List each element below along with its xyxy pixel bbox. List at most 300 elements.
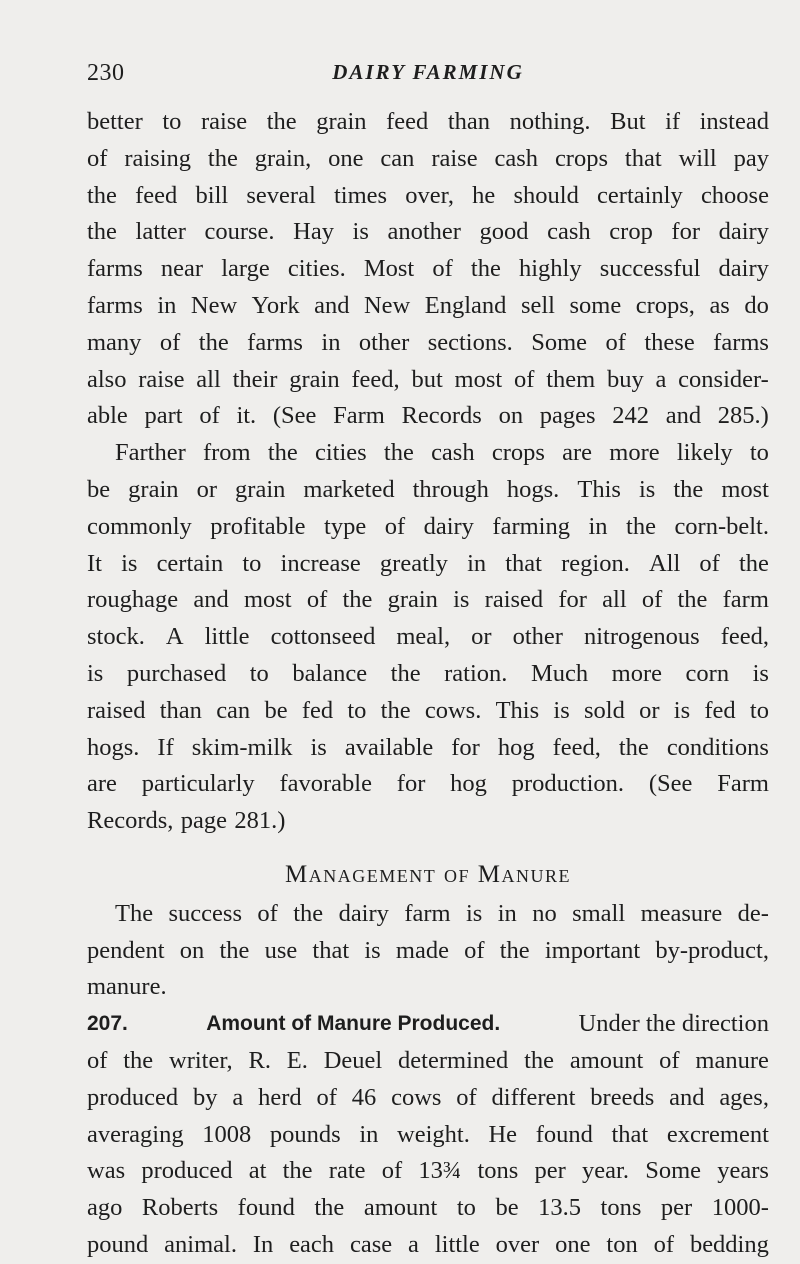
word: is (364, 936, 381, 964)
word: amount (569, 1046, 644, 1074)
word: In (252, 1230, 274, 1258)
word: of (381, 1157, 403, 1185)
word: manure (695, 1046, 769, 1074)
word: New (363, 291, 411, 319)
word: all (602, 586, 627, 614)
word: a (655, 365, 667, 393)
word: the (293, 899, 324, 927)
word: in (359, 1120, 379, 1148)
text-line (87, 398, 769, 435)
word: success (168, 899, 242, 927)
text-line (87, 693, 769, 730)
word: can (380, 144, 415, 172)
word: most (721, 475, 769, 503)
word: the (738, 549, 769, 577)
word: manure. (87, 973, 167, 1001)
word: bill (195, 181, 229, 209)
word: the (198, 328, 229, 356)
word: of (257, 899, 278, 927)
word: purchased (126, 659, 227, 687)
word: on (179, 936, 205, 964)
word: to (749, 439, 769, 467)
word: than (159, 696, 202, 724)
word: all (196, 365, 221, 393)
word: Hay (293, 218, 334, 246)
text-line (87, 1043, 769, 1080)
word: farms (87, 291, 143, 319)
word: the (282, 1157, 313, 1185)
word: many (87, 328, 142, 356)
word: ration. (444, 659, 508, 687)
word: hogs. (506, 475, 560, 503)
word: to (749, 696, 769, 724)
word: England (424, 291, 507, 319)
word: hogs. (87, 733, 140, 761)
text-line (87, 656, 769, 693)
word: other (512, 623, 563, 651)
word: able (87, 402, 128, 430)
word: pages (539, 402, 596, 430)
text-line (87, 141, 769, 178)
text-line (87, 104, 769, 141)
word: the (342, 586, 373, 614)
word: or (639, 696, 660, 724)
section-heading: Management of Manure (285, 860, 571, 888)
word: in (157, 291, 177, 319)
word: 46 (351, 1083, 377, 1111)
word: and (193, 586, 229, 614)
word: This (495, 696, 540, 724)
word: the (267, 439, 298, 467)
paragraph-title: Amount of Manure Produced. (206, 1012, 501, 1036)
word: Roberts (141, 1194, 219, 1222)
word: raising (124, 144, 192, 172)
word: large (221, 255, 270, 283)
word: per (534, 1157, 566, 1185)
word: can (216, 696, 251, 724)
word: dairy (718, 255, 769, 283)
word: dairy (718, 218, 769, 246)
word: grain (235, 475, 286, 503)
word: of (159, 328, 181, 356)
word: sold (584, 696, 625, 724)
word: other (358, 328, 410, 356)
word: farms (247, 328, 303, 356)
word: the (123, 1046, 154, 1074)
word: their (232, 365, 278, 393)
word: region. (561, 549, 630, 577)
word: of (306, 586, 328, 614)
word: herd (258, 1083, 302, 1111)
word: A (165, 623, 184, 651)
word: the (207, 144, 238, 172)
word: or (196, 475, 217, 503)
word: de- (737, 899, 769, 927)
running-head: DAIRY FARMING (332, 60, 524, 84)
word: but (411, 365, 443, 393)
word: cities. (287, 255, 346, 283)
word: weight. (397, 1120, 470, 1148)
word: 242 (612, 402, 650, 430)
word: farms (713, 328, 769, 356)
word: 13¾ (418, 1157, 462, 1185)
word: the (314, 1194, 345, 1222)
word: the (618, 733, 649, 761)
word: and (665, 402, 702, 430)
word: 281.) (234, 807, 286, 835)
word: raise (431, 144, 478, 172)
word: highly (518, 255, 582, 283)
text-line (87, 325, 769, 362)
text-line (87, 803, 769, 840)
word: over, (405, 181, 454, 209)
word: is (752, 659, 769, 687)
word: will (678, 144, 717, 172)
text-line (87, 214, 769, 251)
word: breeds (590, 1083, 655, 1111)
word: small (572, 899, 626, 927)
word: in (321, 328, 341, 356)
word: to (242, 549, 262, 577)
word: in (497, 899, 517, 927)
word: fed (301, 696, 334, 724)
word: another (387, 218, 461, 246)
word: good (479, 218, 529, 246)
word: corn (685, 659, 730, 687)
word: farm (722, 586, 769, 614)
page-header (87, 60, 769, 100)
word: choose (700, 181, 769, 209)
text-line (87, 472, 769, 509)
text-line (87, 582, 769, 619)
word: from (202, 439, 251, 467)
word: cottonseed (270, 623, 376, 651)
word: feed (386, 108, 429, 135)
word: for (451, 733, 480, 761)
word: certainly (597, 181, 683, 209)
text-span: Under the direction (578, 1010, 769, 1038)
paragraph-corn-belt (87, 435, 769, 840)
word: part (144, 402, 183, 430)
word: of (605, 328, 626, 356)
word: years (717, 1157, 769, 1185)
word: ton (606, 1230, 638, 1258)
word: favorable (279, 770, 372, 798)
word: some (569, 291, 622, 319)
page-number: 230 (87, 60, 125, 86)
word: particularly (141, 770, 255, 798)
word: dairy (423, 512, 474, 540)
word: case (349, 1230, 393, 1258)
text-line (87, 1227, 769, 1264)
word: dairy (338, 899, 389, 927)
word: hog (497, 733, 535, 761)
word: different (491, 1083, 576, 1111)
word: successful (599, 255, 701, 283)
word: sell (520, 291, 555, 319)
word: corn-belt. (674, 512, 769, 540)
word: farms (87, 255, 143, 283)
word: is (352, 218, 369, 246)
word: stock. (87, 623, 145, 651)
text-line (87, 1153, 769, 1190)
word: is (553, 696, 570, 724)
word: marketed (303, 475, 395, 503)
book-page (87, 60, 769, 1264)
word: the (390, 659, 421, 687)
word: important (544, 936, 641, 964)
paragraph-cash-crops (87, 104, 769, 435)
text-line (87, 546, 769, 583)
word: of (432, 255, 453, 283)
text-line (87, 619, 769, 656)
word: New (190, 291, 238, 319)
word: of (87, 144, 108, 172)
word: instead (699, 108, 769, 135)
word: for (671, 218, 700, 246)
word: consider- (678, 365, 769, 393)
word: year. (582, 1157, 629, 1185)
word: hog (450, 770, 487, 798)
word: if (665, 108, 681, 135)
word: cash (431, 439, 475, 467)
paragraph-number: 207. (87, 1012, 128, 1036)
word: If (157, 733, 174, 761)
word: several (246, 181, 316, 209)
word: crops (491, 439, 545, 467)
word: raise (200, 108, 248, 135)
word: writer, (169, 1046, 233, 1074)
word: the (87, 181, 117, 209)
word: pound (87, 1230, 149, 1258)
word: skim-milk (191, 733, 293, 761)
word: determined (398, 1046, 509, 1074)
word: for (558, 586, 587, 614)
word: over (495, 1230, 540, 1258)
word: But (610, 108, 646, 135)
text-line (87, 896, 769, 933)
word: (See (272, 402, 317, 430)
word: one (555, 1230, 591, 1258)
word: to (456, 1194, 476, 1222)
word: Much (530, 659, 589, 687)
word: made (395, 936, 449, 964)
word: one (328, 144, 364, 172)
word: near (160, 255, 204, 283)
word: raised (87, 696, 146, 724)
word: through (412, 475, 489, 503)
word: increase (280, 549, 361, 577)
word: measure (640, 899, 723, 927)
word: of (513, 365, 535, 393)
word: Most (363, 255, 415, 283)
text-line (87, 1117, 769, 1154)
word: raise (138, 365, 185, 393)
word: of (87, 1046, 108, 1074)
word: of (199, 402, 220, 430)
word: feed, (351, 365, 400, 393)
word: of (384, 512, 406, 540)
word: tons (477, 1157, 519, 1185)
word: is (453, 586, 470, 614)
word: in (467, 549, 487, 577)
word: pay (733, 144, 769, 172)
word: Some (531, 328, 588, 356)
word: little (434, 1230, 480, 1258)
word: do (744, 291, 769, 319)
word: amount (363, 1194, 438, 1222)
word: produced (141, 1157, 233, 1185)
word: conditions (666, 733, 769, 761)
word: fed (704, 696, 736, 724)
word: The (115, 899, 154, 927)
word: should (513, 181, 579, 209)
word: better (87, 108, 143, 135)
word: cities (314, 439, 367, 467)
paragraph-207-lines (87, 1043, 769, 1264)
text-line (87, 933, 769, 970)
text-line (87, 251, 769, 288)
word: cows (391, 1083, 442, 1111)
word: Some (645, 1157, 701, 1185)
word: ages, (719, 1083, 769, 1111)
word: Deuel (323, 1046, 383, 1074)
word: also (87, 365, 127, 393)
word: Farm (717, 770, 769, 798)
word: buy (606, 365, 644, 393)
word: for (396, 770, 426, 798)
text-line (87, 969, 769, 1006)
word: most (243, 586, 292, 614)
text-line (87, 362, 769, 399)
word: he (472, 181, 496, 209)
word: feed, (720, 623, 769, 651)
word: animal. (164, 1230, 237, 1258)
word: feed (135, 181, 178, 209)
text-line (87, 288, 769, 325)
word: certain (156, 549, 224, 577)
word: Records, (87, 807, 174, 835)
word: grain (128, 475, 179, 503)
word: the (380, 696, 411, 724)
text-line (87, 766, 769, 803)
word: is (310, 733, 327, 761)
word: grain (289, 365, 340, 393)
word: the (219, 936, 250, 964)
word: by-product, (655, 936, 769, 964)
word: cows. (424, 696, 482, 724)
word: roughage (87, 586, 179, 614)
word: that (312, 936, 350, 964)
word: nothing. (509, 108, 591, 135)
word: at (248, 1157, 267, 1185)
paragraph-manure-intro (87, 896, 769, 1006)
text-line (87, 1006, 769, 1043)
word: production. (511, 770, 625, 798)
word: This (577, 475, 621, 503)
word: Records (401, 402, 482, 430)
word: on (498, 402, 524, 430)
text-line (87, 435, 769, 472)
word: by (193, 1083, 218, 1111)
word: it. (236, 402, 257, 430)
word: likely (676, 439, 733, 467)
word: are (87, 770, 117, 798)
word: Farther (115, 439, 186, 467)
word: bedding (689, 1230, 769, 1258)
word: found (535, 1120, 593, 1148)
word: type (324, 512, 367, 540)
word: 13.5 (538, 1194, 581, 1222)
word: of (653, 1230, 675, 1258)
word: available (344, 733, 434, 761)
word: of (456, 1083, 477, 1111)
word: them (546, 365, 596, 393)
word: the (524, 1046, 555, 1074)
word: be (495, 1194, 519, 1222)
word: produced (87, 1083, 179, 1111)
text-line (87, 178, 769, 215)
word: He (488, 1120, 518, 1148)
word: 1000- (711, 1194, 769, 1222)
text-line (87, 509, 769, 546)
word: be (87, 475, 111, 503)
word: the (626, 512, 656, 540)
word: grain (316, 108, 367, 135)
word: latter (135, 218, 186, 246)
word: Farm (333, 402, 385, 430)
word: most (454, 365, 503, 393)
word: (See (648, 770, 693, 798)
word: the (87, 218, 117, 246)
word: meal, (396, 623, 451, 651)
word: cash (547, 218, 591, 246)
word: balance (292, 659, 368, 687)
word: little (204, 623, 250, 651)
word: is (673, 696, 691, 724)
word: ago (87, 1194, 123, 1222)
word: is (87, 659, 104, 687)
word: E. (286, 1046, 308, 1074)
word: per (660, 1194, 693, 1222)
word: of (659, 1046, 680, 1074)
word: 1008 (202, 1120, 252, 1148)
word: is (121, 549, 138, 577)
word: a (408, 1230, 419, 1258)
word: pounds (269, 1120, 341, 1148)
paragraph-207 (87, 1006, 769, 1264)
word: than (447, 108, 491, 135)
word: each (289, 1230, 335, 1258)
word: sections. (427, 328, 513, 356)
text-line (87, 730, 769, 767)
word: to (162, 108, 182, 135)
word: found (237, 1194, 295, 1222)
word: or (471, 623, 492, 651)
word: crops (554, 144, 609, 172)
word: farming (492, 512, 570, 540)
word: to (249, 659, 269, 687)
word: raised (484, 586, 544, 614)
word: these (644, 328, 695, 356)
word: a (232, 1083, 244, 1111)
word: that (624, 144, 662, 172)
word: cash (494, 144, 539, 172)
word: and (669, 1083, 705, 1111)
word: to (347, 696, 367, 724)
word: greatly (379, 549, 448, 577)
word: page (180, 807, 228, 835)
